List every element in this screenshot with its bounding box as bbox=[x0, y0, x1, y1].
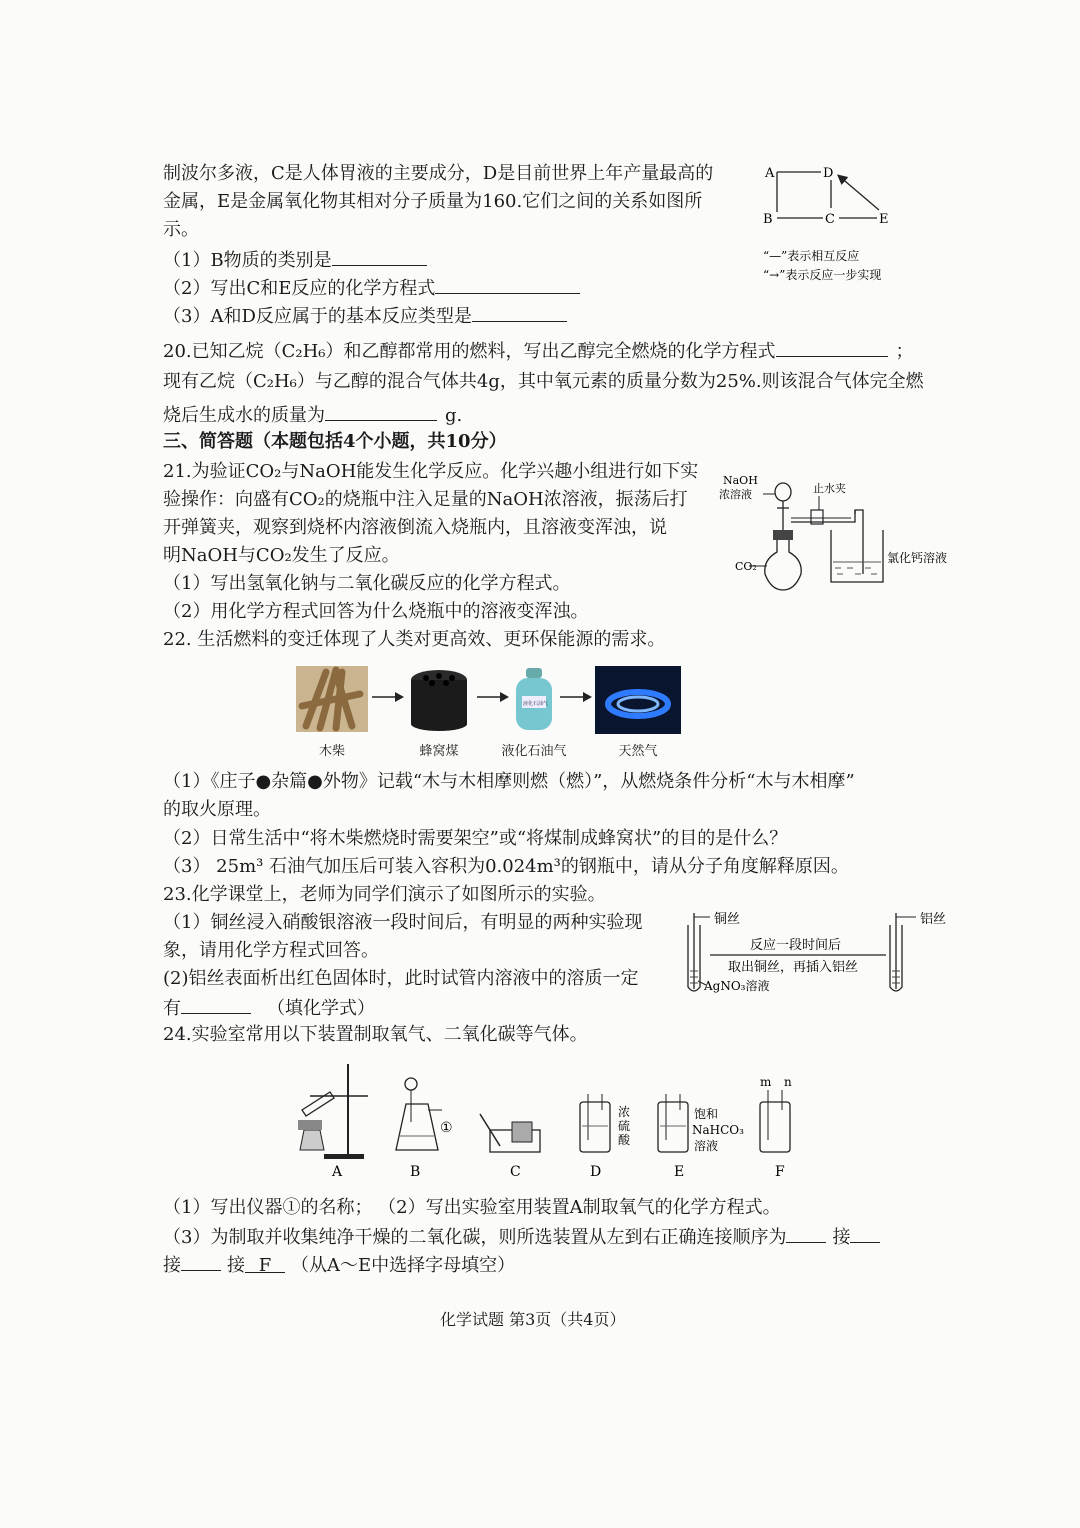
q23-sub-2b: 有 （填化学式） bbox=[163, 993, 375, 1023]
naoh-label: NaOH bbox=[723, 474, 758, 487]
arrow-icon bbox=[371, 690, 405, 704]
arrow-icon bbox=[559, 690, 593, 704]
test-tube-experiment bbox=[680, 905, 955, 1000]
q23-line-1: 23.化学课堂上，老师为同学们演示了如图所示的实验。 bbox=[163, 884, 606, 905]
dropping-funnel bbox=[775, 483, 791, 501]
page-footer: 化学试题 第3页（共4页） bbox=[440, 1310, 626, 1329]
q20-line-3: 烧后生成水的质量为 g. bbox=[163, 400, 462, 430]
node-b: B bbox=[763, 212, 773, 227]
node-a: A bbox=[765, 166, 775, 181]
answer-blank[interactable] bbox=[472, 301, 567, 322]
q22-sub-1a: （1）《庄子●杂篇●外物》记载“木与木相摩则燃（燃）”，从燃烧条件分析“木与木相摩” bbox=[163, 771, 855, 792]
answer-blank[interactable] bbox=[850, 1222, 880, 1243]
label-e: E bbox=[674, 1164, 685, 1180]
circle-1-label: ① bbox=[440, 1120, 453, 1136]
q21-line-1: 21.为验证CO₂与NaOH能发生化学反应。化学兴趣小组进行如下实 bbox=[163, 461, 699, 482]
q19-sub-1: （1）B物质的类别是 bbox=[163, 245, 427, 275]
node-e: E bbox=[879, 212, 889, 227]
d-label-3: 酸 bbox=[618, 1133, 631, 1147]
apparatus-a bbox=[298, 1064, 368, 1180]
e-label-2: NaHCO₃ bbox=[692, 1123, 744, 1137]
tank-label: 液化石油气 bbox=[523, 701, 549, 707]
answer-blank[interactable] bbox=[435, 273, 580, 294]
q22-sub-3: （3） 25m³ 石油气加压后可装入容积为0.024m³的钢瓶中，请从分子角度解释原因。 bbox=[163, 856, 849, 877]
node-c: C bbox=[825, 212, 835, 227]
co2-naoh-apparatus bbox=[715, 470, 965, 595]
q24-sub-3a: （3）为制取并收集纯净干燥的二氧化碳，则所选装置从左到右正确连接顺序为 接 bbox=[163, 1222, 880, 1252]
answer-blank[interactable] bbox=[181, 1250, 221, 1271]
q21-sub-1: （1）写出氢氧化钠与二氧化碳反应的化学方程式。 bbox=[163, 573, 571, 594]
caption-lpg: 液化石油气 bbox=[501, 744, 567, 759]
q24-sub-3b: 接 接 F （从A～E中选择字母填空） bbox=[163, 1250, 515, 1280]
answer-blank-f: F bbox=[245, 1252, 285, 1273]
agno3-label: AgNO₃溶液 bbox=[704, 979, 770, 993]
arrow-icon bbox=[476, 690, 510, 704]
apparatus-f bbox=[760, 1075, 792, 1180]
q19-line-1: 制波尔多液，C是人体胃液的主要成分，D是目前世界上年产量最高的 bbox=[163, 163, 714, 184]
q19-sub-3: （3）A和D反应属于的基本反应类型是 bbox=[163, 301, 567, 331]
caption-wood: 木柴 bbox=[318, 744, 345, 759]
label-a: A bbox=[332, 1164, 343, 1180]
d-label-1: 浓 bbox=[618, 1105, 631, 1119]
e-label-3: 溶液 bbox=[694, 1139, 719, 1153]
q19-sub-2: （2）写出C和E反应的化学方程式 bbox=[163, 273, 580, 303]
apparatus-d bbox=[580, 1094, 631, 1180]
q19-line-3: 示。 bbox=[163, 219, 199, 240]
al-wire-label: 铝丝 bbox=[920, 912, 947, 927]
q19-line-2: 金属，E是金属氧化物其相对分子质量为160.它们之间的关系如图所 bbox=[163, 191, 703, 212]
q21-sub-2: （2）用化学方程式回答为什么烧瓶中的溶液变浑浊。 bbox=[163, 601, 589, 622]
cacl2-label: 氯化钙溶液 bbox=[887, 551, 948, 565]
gas-apparatus-set bbox=[290, 1060, 810, 1185]
relationship-diagram bbox=[755, 160, 945, 290]
legend-arrow: “→”表示反应一步实现 bbox=[763, 268, 882, 282]
section-heading: 三、简答题（本题包括4个小题，共10分） bbox=[163, 431, 507, 452]
step-top-label: 反应一段时间后 bbox=[750, 938, 842, 953]
q21-line-3: 开弹簧夹，观察到烧杯内溶液倒流入烧瓶内，且溶液变浑浊，说 bbox=[163, 517, 667, 538]
port-n-label: n bbox=[784, 1075, 792, 1089]
q24-sub-1: （1）写出仪器①的名称； （2）写出实验室用装置A制取氧气的化学方程式。 bbox=[163, 1197, 781, 1218]
apparatus-b bbox=[396, 1078, 453, 1180]
naoh-label-2: 浓溶液 bbox=[719, 488, 752, 501]
step-bottom-label: 取出铜丝，再插入铝丝 bbox=[728, 960, 859, 975]
label-f: F bbox=[775, 1164, 785, 1180]
coal-briquette-photo bbox=[406, 666, 472, 732]
q23-sub-1a: （1）铜丝浸入硝酸银溶液一段时间后，有明显的两种实验现 bbox=[163, 912, 643, 933]
caption-natural-gas: 天然气 bbox=[618, 744, 658, 759]
natural-gas-flame-photo bbox=[595, 666, 681, 734]
d-label-2: 硫 bbox=[618, 1119, 631, 1133]
answer-blank[interactable] bbox=[332, 245, 427, 266]
port-m-label: m bbox=[760, 1075, 772, 1089]
legend-line: “—”表示相互反应 bbox=[763, 249, 860, 263]
q20-line-2: 现有乙烷（C₂H₆）与乙醇的混合气体共4g，其中氧元素的质量分数为25%.则该混合气体完全燃 bbox=[163, 371, 924, 392]
q21-line-4: 明NaOH与CO₂发生了反应。 bbox=[163, 545, 400, 566]
caption-coal: 蜂窝煤 bbox=[419, 744, 459, 759]
apparatus-c bbox=[480, 1114, 540, 1180]
label-d: D bbox=[590, 1164, 602, 1180]
label-b: B bbox=[410, 1164, 421, 1180]
co2-label: CO₂ bbox=[735, 560, 757, 573]
wood-photo bbox=[296, 666, 368, 732]
q22-sub-2: （2）日常生活中“将木柴燃烧时需要架空”或“将煤制成蜂窝状”的目的是什么？ bbox=[163, 828, 788, 849]
q23-sub-1b: 象，请用化学方程式回答。 bbox=[163, 940, 379, 961]
flask-icon bbox=[765, 540, 802, 590]
q23-sub-2a: (2)铝丝表面析出红色固体时，此时试管内溶液中的溶质一定 bbox=[163, 968, 639, 989]
q22-line-1: 22. 生活燃料的变迁体现了人类对更高效、更环保能源的需求。 bbox=[163, 629, 666, 650]
gas-tank-photo bbox=[512, 666, 556, 734]
q22-sub-1b: 的取火原理。 bbox=[163, 799, 271, 820]
answer-blank[interactable] bbox=[325, 400, 437, 421]
answer-blank[interactable] bbox=[776, 336, 888, 357]
clamp-label: 止水夹 bbox=[813, 482, 846, 495]
answer-blank[interactable] bbox=[786, 1222, 826, 1243]
cu-wire-label: 铜丝 bbox=[714, 912, 741, 927]
answer-blank[interactable] bbox=[181, 993, 251, 1014]
node-d: D bbox=[823, 166, 834, 181]
apparatus-e bbox=[658, 1094, 744, 1180]
q20-line-1: 20.已知乙烷（C₂H₆）和乙醇都常用的燃料，写出乙醇完全燃烧的化学方程式 ； bbox=[163, 336, 914, 366]
label-c: C bbox=[510, 1164, 521, 1180]
q24-line-1: 24.实验室常用以下装置制取氧气、二氧化碳等气体。 bbox=[163, 1024, 588, 1045]
q21-line-2: 验操作：向盛有CO₂的烧瓶中注入足量的NaOH浓溶液，振荡后打 bbox=[163, 489, 688, 510]
e-label-1: 饱和 bbox=[694, 1107, 719, 1121]
